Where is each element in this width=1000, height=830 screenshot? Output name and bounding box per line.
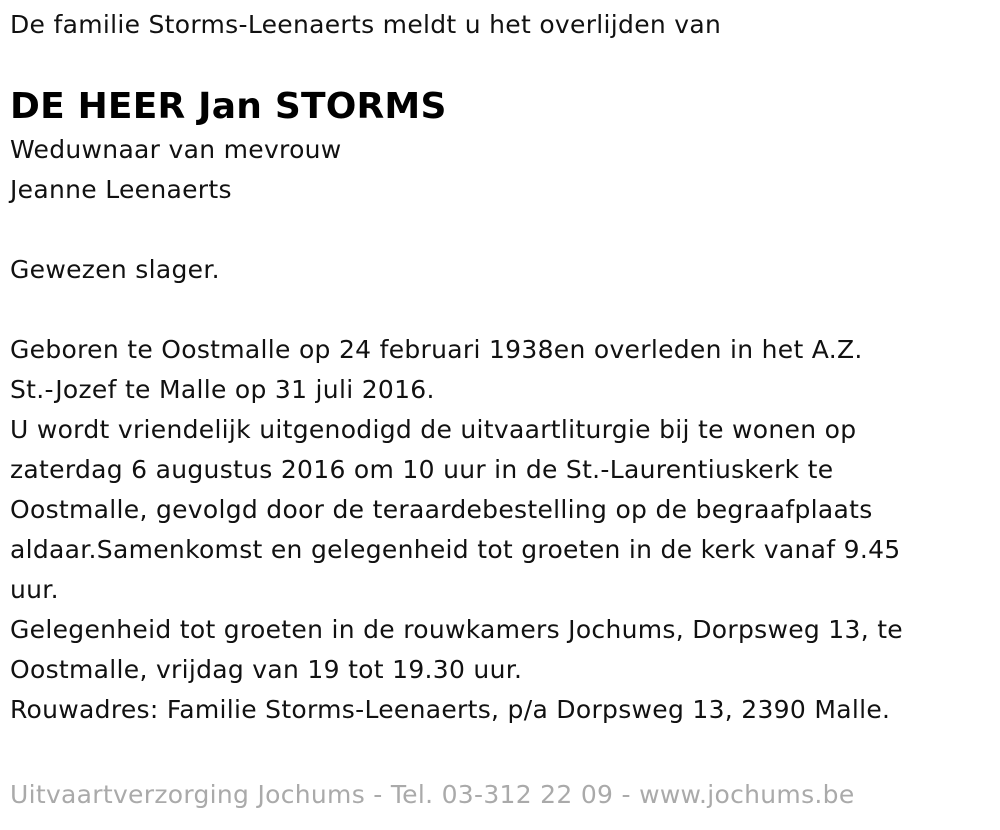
- body-line: uur.: [10, 575, 59, 604]
- body-line: aldaar.Samenkomst en gelegenheid tot groeten in de kerk vanaf 9.45: [10, 535, 901, 564]
- intro-text: De familie Storms-Leenaerts meldt u het overlijden van: [10, 10, 722, 39]
- body-line: U wordt vriendelijk uitgenodigd de uitvaartliturgie bij te wonen op: [10, 415, 857, 444]
- funeral-home-footer: Uitvaartverzorging Jochums - Tel. 03-312 22 09 - www.jochums.be: [10, 780, 855, 809]
- occupation-text: Gewezen slager.: [10, 255, 220, 284]
- deceased-name: DE HEER Jan STORMS: [10, 86, 447, 127]
- spacer: [10, 210, 985, 250]
- body-line: Geboren te Oostmalle op 24 februari 1938en overleden in het A.Z.: [10, 335, 863, 364]
- body-line: Oostmalle, vrijdag van 19 tot 19.30 uur.: [10, 655, 523, 684]
- mourning-address: Rouwadres: Familie Storms-Leenaerts, p/a Dorpsweg 13, 2390 Malle.: [10, 695, 891, 724]
- spacer: [10, 290, 985, 330]
- body-line: St.-Jozef te Malle op 31 juli 2016.: [10, 375, 435, 404]
- death-notice: [10, 0, 985, 730]
- relation-line: Weduwnaar van mevrouw: [10, 135, 342, 164]
- body-line: zaterdag 6 augustus 2016 om 10 uur in de St.-Laurentiuskerk te: [10, 455, 834, 484]
- spouse-name: Jeanne Leenaerts: [10, 175, 232, 204]
- body-line: Gelegenheid tot groeten in de rouwkamers Jochums, Dorpsweg 13, te: [10, 615, 903, 644]
- body-line: Oostmalle, gevolgd door de teraardebestelling op de begraafplaats: [10, 495, 873, 524]
